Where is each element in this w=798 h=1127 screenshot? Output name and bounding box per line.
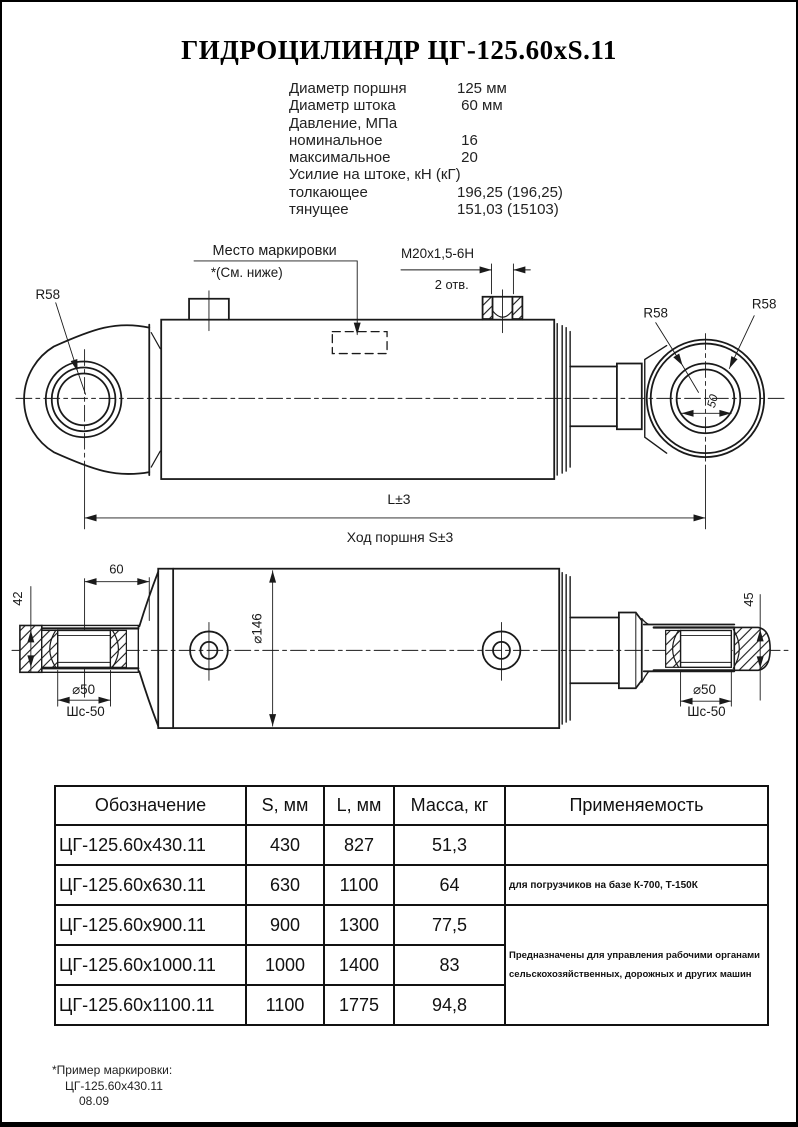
label-dim-42: 42 bbox=[9, 591, 25, 606]
cell-l: 1300 bbox=[324, 905, 394, 945]
table-row bbox=[55, 865, 768, 905]
spec-value: 60 мм bbox=[457, 97, 503, 115]
col-header-l: L, мм bbox=[324, 786, 394, 825]
cell-l: 827 bbox=[324, 825, 394, 865]
cell-mass: 51,3 bbox=[394, 825, 505, 865]
cell-mass: 77,5 bbox=[394, 905, 505, 945]
spec-block bbox=[289, 80, 563, 218]
spec-label: тянущее bbox=[289, 201, 349, 219]
table-header-row bbox=[55, 786, 768, 825]
cell-designation: ЦГ-125.60x900.11 bbox=[55, 905, 246, 945]
spec-row bbox=[289, 149, 563, 166]
spec-label: номинальное bbox=[289, 131, 383, 149]
spec-label: Усилие на штоке, кН (кГ) bbox=[289, 166, 461, 184]
label-holes-count: 2 отв. bbox=[434, 276, 469, 292]
bottom-view bbox=[10, 562, 788, 728]
cell-mass: 64 bbox=[394, 865, 505, 905]
spec-row bbox=[289, 97, 563, 114]
spec-value: 20 bbox=[457, 149, 478, 167]
cell-mass: 94,8 bbox=[394, 985, 505, 1025]
spec-row bbox=[289, 201, 563, 218]
cell-l: 1100 bbox=[324, 865, 394, 905]
size-table bbox=[54, 785, 769, 1026]
spec-row bbox=[289, 115, 563, 132]
label-sph-50-left: Шс-50 bbox=[66, 704, 105, 720]
footnote-line: ЦГ-125.60x430.11 bbox=[65, 1078, 163, 1093]
col-header-s: S, мм bbox=[246, 786, 324, 825]
spec-row bbox=[289, 166, 563, 183]
label-sph-50-right: Шс-50 bbox=[687, 704, 726, 720]
spec-label: Давление, МПа bbox=[289, 114, 398, 132]
spec-value: 16 bbox=[457, 131, 478, 149]
cell-l: 1400 bbox=[324, 945, 394, 985]
label-dim-45: 45 bbox=[741, 592, 757, 607]
spec-row bbox=[289, 80, 563, 97]
label-marking-place: Место маркировки bbox=[212, 242, 337, 259]
label-dia-146: ⌀146 bbox=[249, 613, 265, 644]
top-view bbox=[16, 243, 786, 545]
spec-label: максимальное bbox=[289, 149, 391, 167]
label-thread-size: M20x1,5-6H bbox=[400, 245, 475, 261]
cylinder-body bbox=[161, 297, 570, 479]
cell-application bbox=[505, 825, 768, 865]
cell-s: 1100 bbox=[246, 985, 324, 1025]
spec-label: Диаметр штока bbox=[289, 97, 396, 115]
cell-s: 900 bbox=[246, 905, 324, 945]
col-header-mass: Масса, кг bbox=[394, 786, 505, 825]
cylinder-drawing bbox=[2, 237, 796, 747]
cell-application: для погрузчиков на базе К-700, Т-150К bbox=[505, 865, 768, 905]
label-r58-right-1: R58 bbox=[643, 305, 669, 321]
cell-designation: ЦГ-125.60x1000.11 bbox=[55, 945, 246, 985]
spec-label: толкающее bbox=[289, 183, 368, 201]
label-length-dim: L±3 bbox=[387, 490, 411, 507]
cell-mass: 83 bbox=[394, 945, 505, 985]
marking-example-footnote bbox=[52, 1063, 172, 1110]
col-header-application: Применяемость bbox=[505, 786, 768, 825]
spec-value: 196,25 (196,25) bbox=[457, 183, 563, 201]
label-dim-60: 60 bbox=[109, 561, 124, 577]
bottom-body bbox=[158, 569, 570, 728]
cell-l: 1775 bbox=[324, 985, 394, 1025]
lug-eye-section bbox=[20, 572, 158, 726]
table-row bbox=[55, 905, 768, 945]
spec-row bbox=[289, 132, 563, 149]
spec-value: 151,03 (15103) bbox=[457, 201, 559, 219]
label-r58-right-2: R58 bbox=[751, 296, 777, 312]
spec-label: Диаметр поршня bbox=[289, 80, 407, 97]
spec-row bbox=[289, 184, 563, 201]
cell-s: 630 bbox=[246, 865, 324, 905]
label-r58-left: R58 bbox=[35, 286, 61, 302]
top-view-labels bbox=[35, 243, 776, 545]
cell-s: 430 bbox=[246, 825, 324, 865]
rear-lug bbox=[24, 325, 160, 475]
cell-s: 1000 bbox=[246, 945, 324, 985]
table-row bbox=[55, 825, 768, 865]
label-bore-50: 50 bbox=[703, 392, 721, 410]
cell-designation: ЦГ-125.60x630.11 bbox=[55, 865, 246, 905]
col-header-designation: Обозначение bbox=[55, 786, 246, 825]
label-see-below: *(См. ниже) bbox=[210, 264, 283, 280]
spec-value: 125 мм bbox=[457, 80, 507, 97]
footnote-line: *Пример маркировки: bbox=[52, 1063, 173, 1077]
label-dia-50-left: ⌀50 bbox=[72, 682, 96, 698]
cell-designation: ЦГ-125.60x1100.11 bbox=[55, 985, 246, 1025]
label-stroke-dim: Ход поршня S±3 bbox=[346, 528, 454, 545]
piston-rod bbox=[570, 346, 667, 454]
page-title: ГИДРОЦИЛИНДР ЦГ-125.60xS.11 bbox=[181, 35, 617, 65]
label-dia-50-right: ⌀50 bbox=[692, 682, 716, 698]
top-view-extensions bbox=[85, 264, 706, 529]
cell-designation: ЦГ-125.60x430.11 bbox=[55, 825, 246, 865]
footnote-line: 08.09 bbox=[79, 1094, 110, 1108]
cell-application-merged: Предназначены для управления рабочими органами сельскохозяйственных, дорожных и других машин bbox=[505, 905, 768, 1025]
bottom-view-dimensions bbox=[31, 571, 760, 726]
